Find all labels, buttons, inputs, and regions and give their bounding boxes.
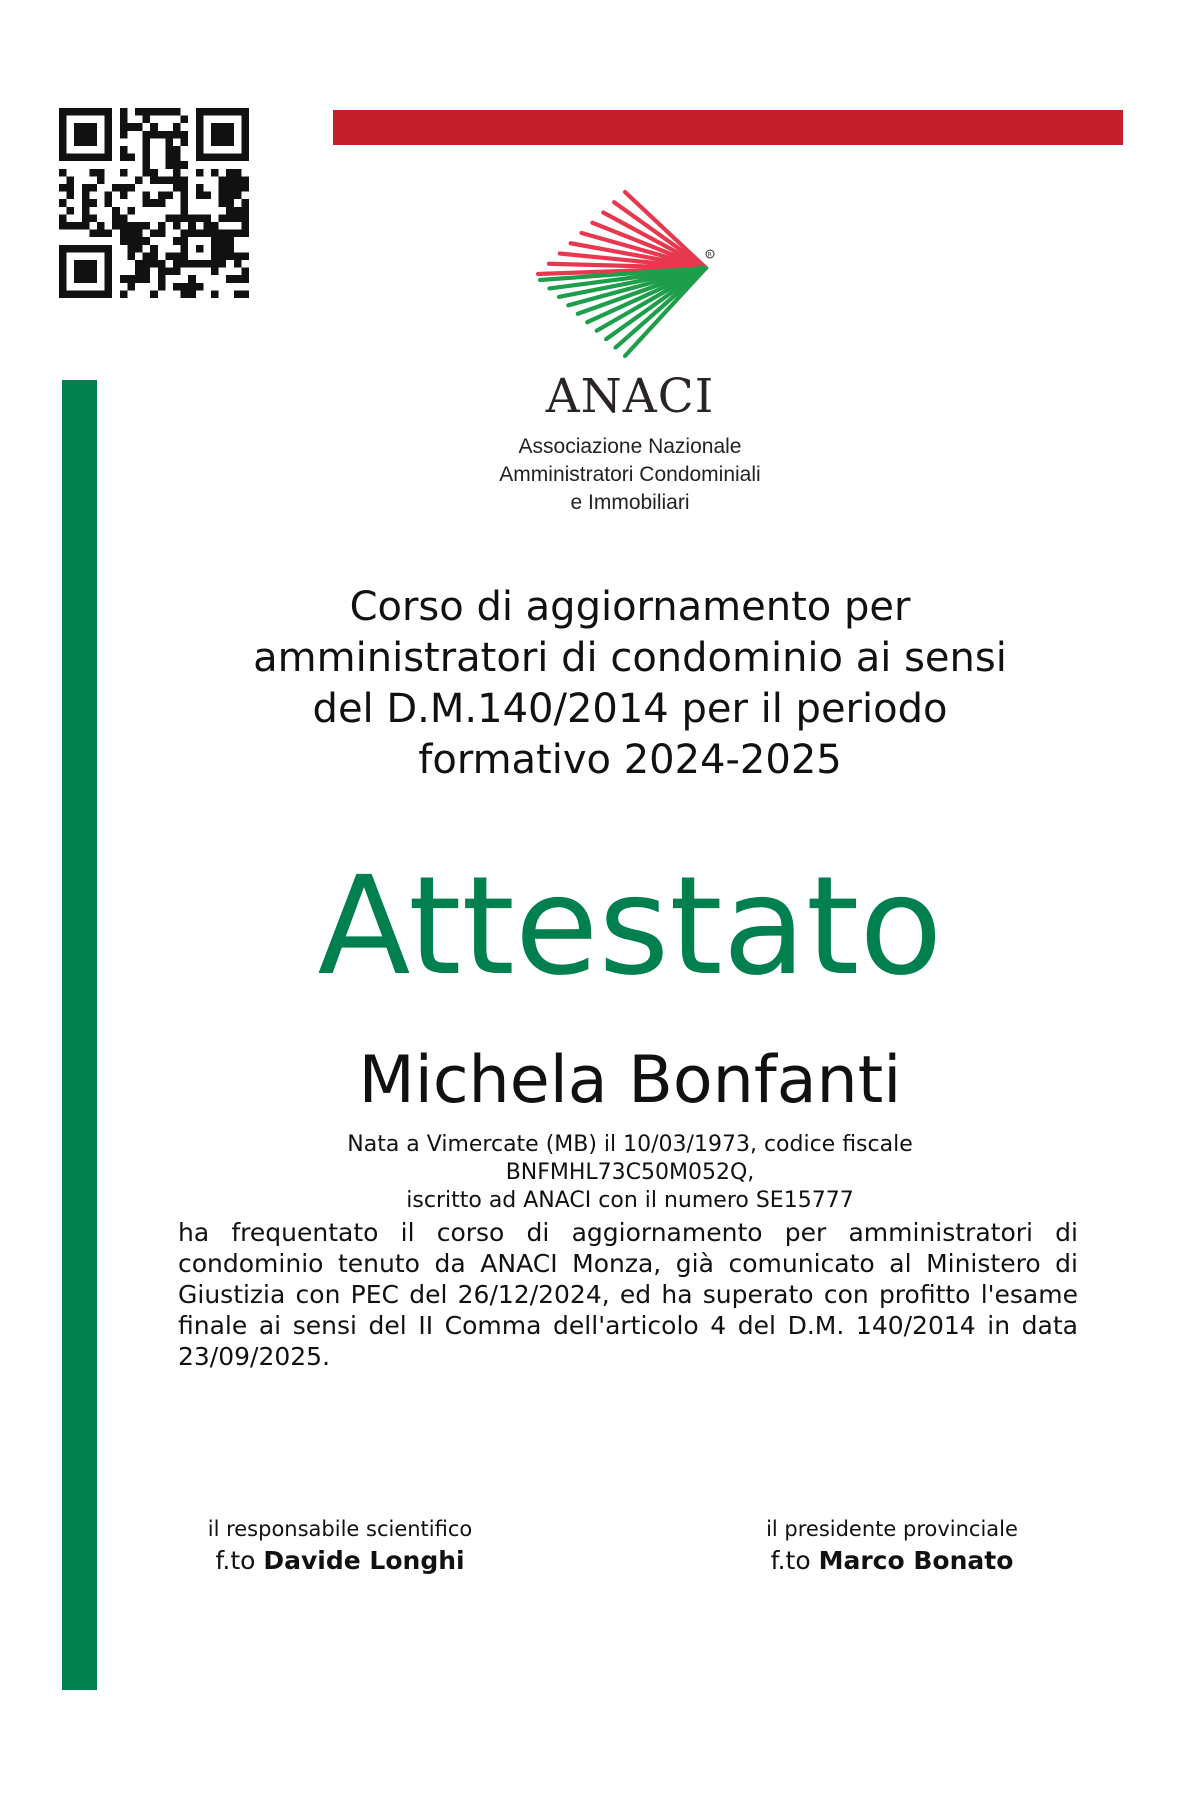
details-line: BNFMHL73C50M052Q, <box>505 1160 755 1185</box>
association-line: Amministratori Condominiali <box>499 463 761 486</box>
signature-role: il responsabile scientifico <box>207 1517 473 1541</box>
signature-scientific-lead <box>160 1514 520 1578</box>
association-line: e Immobiliari <box>570 491 690 514</box>
course-title-line: Corso di aggiornamento per <box>349 584 911 630</box>
signature-name: Davide Longhi <box>263 1546 465 1575</box>
green-side-bar <box>62 380 97 1690</box>
association-name <box>420 433 840 517</box>
certificate-body: ha frequentato il corso di aggiornamento per amministratori di condominio tenuto da ANACI Monza, già comunicato al Ministero di Giustizia con PEC del 26/12/2024, ed ha superato con profitto l'esame finale ai sensi del II Comma dell'articolo 4 del D.M. 140/2014 in data 23/09/2025. <box>178 1218 1078 1371</box>
red-header-bar <box>333 110 1123 145</box>
recipient-details <box>300 1131 960 1215</box>
recipient-name: Michela Bonfanti <box>358 1043 902 1118</box>
signature-provincial-president <box>712 1514 1072 1578</box>
signature-role: il presidente provinciale <box>766 1517 1018 1541</box>
certificate-title: Attestato <box>317 848 943 1006</box>
course-title-line: formativo 2024-2025 <box>418 737 842 783</box>
course-title-line: amministratori di condominio ai sensi <box>253 635 1007 681</box>
svg-text:R: R <box>707 251 712 259</box>
anaci-logo-icon <box>530 188 720 360</box>
logo-wordmark: ANACI <box>545 369 715 424</box>
signature-prefix: f.to <box>770 1546 811 1575</box>
course-title-line: del D.M.140/2014 per il periodo <box>312 686 948 732</box>
details-line: Nata a Vimercate (MB) il 10/03/1973, codice fiscale <box>347 1132 913 1157</box>
course-title <box>180 582 1080 786</box>
association-line: Associazione Nazionale <box>518 435 742 458</box>
signature-name-line <box>160 1544 520 1578</box>
signature-prefix: f.to <box>215 1546 256 1575</box>
details-line: iscritto ad ANACI con il numero SE15777 <box>406 1188 854 1213</box>
qr-code-icon <box>59 108 249 298</box>
signature-name-line <box>712 1544 1072 1578</box>
signature-name: Marco Bonato <box>818 1546 1014 1575</box>
